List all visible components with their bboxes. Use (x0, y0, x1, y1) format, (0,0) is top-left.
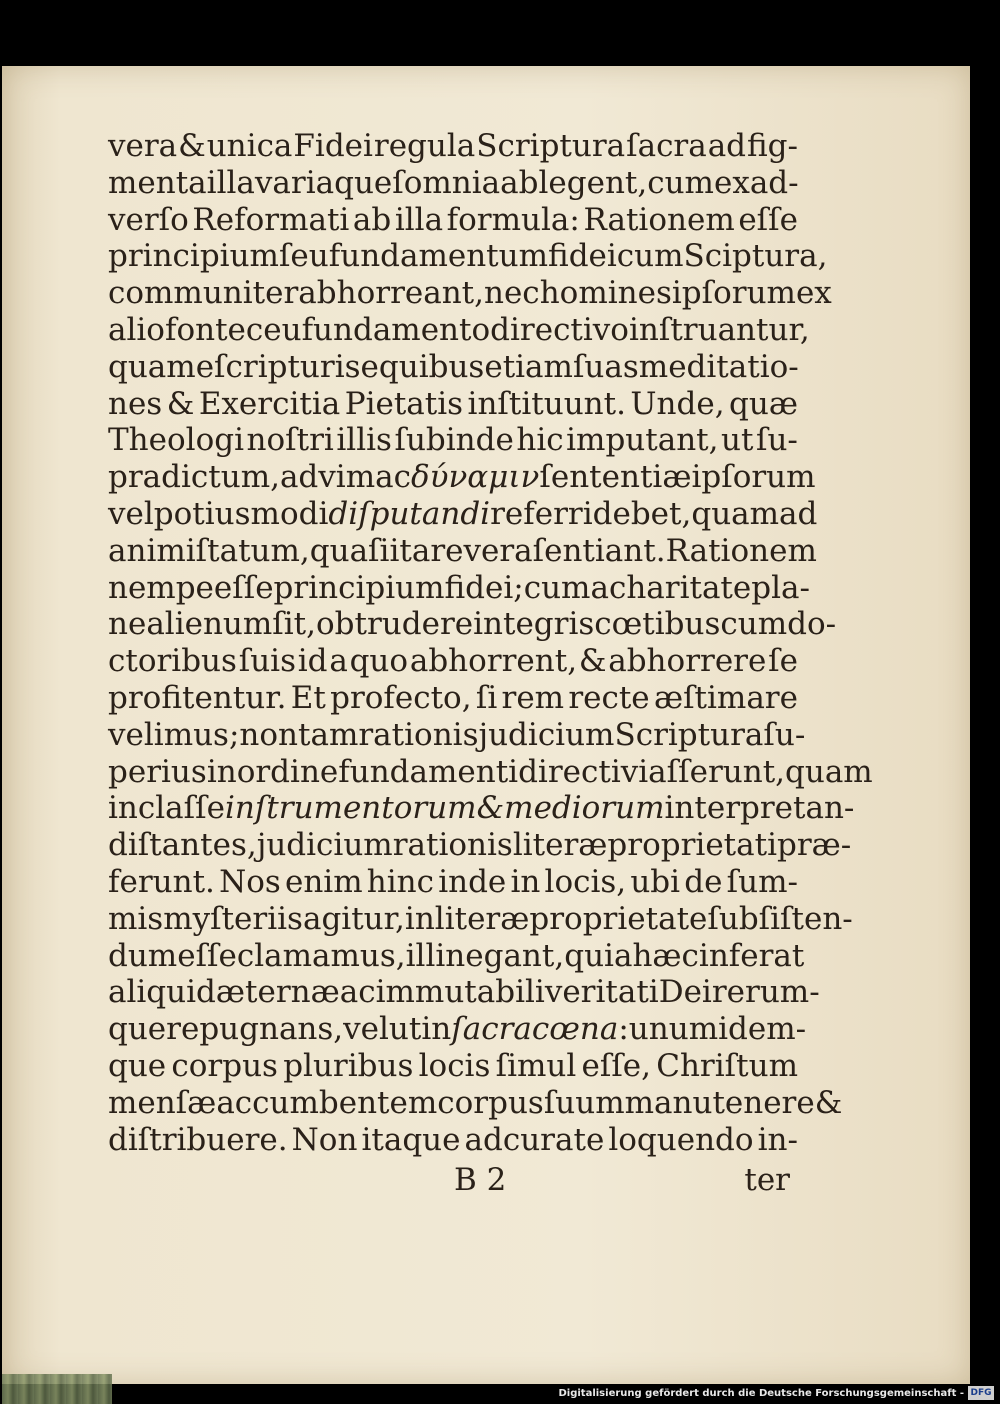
word: interpretan- (664, 790, 855, 827)
word: Sciptura, (683, 238, 828, 275)
word: menſæ (108, 1084, 217, 1121)
word: animi (108, 532, 196, 569)
text-line (108, 790, 855, 827)
word: Dei (658, 974, 712, 1011)
word: hic (516, 422, 564, 459)
word: agitur, (302, 900, 405, 937)
word: Fidei (293, 128, 373, 164)
word: Unde, (630, 385, 725, 422)
text-line (108, 643, 798, 680)
word: noſtri (246, 422, 334, 459)
word: judicium (256, 827, 393, 864)
word: in (510, 863, 541, 900)
word: cum (616, 238, 684, 275)
word: pla- (751, 569, 810, 606)
word: meditatio- (638, 348, 799, 385)
word: repugnans, (166, 1011, 344, 1048)
word: principium (108, 238, 279, 275)
word: directivi (518, 753, 649, 790)
word: Non (291, 1121, 358, 1158)
word: profecto, (330, 679, 472, 716)
word: & (178, 128, 206, 164)
text-line (108, 128, 798, 165)
italic-word: inſtrumentorum (224, 790, 477, 827)
word: a (329, 643, 348, 680)
word: diſtribuere. (108, 1121, 288, 1158)
word: velut (343, 1011, 422, 1048)
word: clamamus, (236, 937, 406, 974)
text-line (108, 753, 873, 791)
word: ſit, (272, 606, 316, 643)
word: ſubſiſten- (707, 900, 853, 937)
word: ſuis (238, 643, 296, 680)
text-line (108, 386, 798, 423)
word: ad (707, 128, 747, 164)
word: unica (206, 128, 293, 164)
word: fig- (747, 128, 798, 164)
word: alienum (146, 606, 273, 643)
text-line (108, 165, 798, 202)
word: corpus (437, 1084, 544, 1121)
word: de (684, 863, 723, 900)
word: ubi (630, 863, 681, 900)
word: tam (298, 716, 359, 753)
word: ad (279, 459, 319, 496)
word: referri (490, 495, 593, 532)
word: ſentiant. (532, 532, 666, 569)
word: cum (523, 569, 591, 606)
word: ſtatum, (195, 532, 310, 569)
word: hæc (632, 937, 699, 974)
word: profitentur. (108, 679, 287, 716)
word: adcurate (464, 1121, 605, 1158)
word: ipſorum (671, 275, 796, 312)
word: judicium (478, 716, 615, 753)
text-line (108, 606, 837, 643)
text-line (108, 937, 805, 975)
word: inde (438, 863, 507, 900)
word: inſtituunt. (467, 385, 626, 422)
word: eſſe, (581, 1047, 652, 1084)
word: illi (405, 937, 446, 974)
word: pra (108, 459, 162, 496)
word: Chriſtum (656, 1047, 798, 1084)
word: directivo (490, 311, 629, 348)
text-line (108, 495, 818, 533)
word: rerum- (711, 974, 820, 1011)
dfg-logo: DFG (968, 1386, 994, 1400)
word: quam (108, 348, 196, 385)
word: idem- (718, 1011, 807, 1048)
word: ab (352, 201, 392, 238)
word: corpus (171, 1047, 278, 1084)
word: illa (394, 201, 444, 238)
word: locis, (544, 863, 627, 900)
word: homines (539, 275, 672, 312)
word: ſomnia (392, 164, 501, 201)
word: ſententiæ (539, 459, 692, 496)
word: perius (108, 753, 207, 790)
word: cum (720, 606, 788, 643)
word: id (297, 643, 328, 680)
word: : (618, 1011, 629, 1048)
word: quia (564, 937, 633, 974)
word: ſe (768, 643, 798, 680)
word: Rationem (665, 532, 817, 569)
catchword: ter (744, 1162, 790, 1198)
text-line (108, 900, 853, 938)
word: rationis (358, 716, 479, 753)
word: Theologi (108, 422, 244, 459)
word: in (108, 790, 138, 827)
word: quam (691, 495, 780, 532)
word: fonte (164, 311, 246, 348)
word: ut (721, 422, 754, 459)
text-line (108, 532, 817, 570)
word: Et (290, 679, 326, 716)
word: fidei; (444, 569, 524, 606)
word: imputant, (566, 422, 719, 459)
text-line (108, 238, 828, 275)
word: variaque (254, 164, 393, 201)
word: formula: (446, 201, 580, 238)
word: charitate (608, 569, 752, 606)
word: ipſorum (691, 459, 816, 496)
page-footer (108, 1162, 790, 1202)
word: ſi (475, 679, 498, 716)
word: ablegent, (500, 164, 648, 201)
word: rem (501, 679, 565, 716)
word: e (360, 348, 379, 385)
word: Scriptura (476, 128, 626, 164)
word: fundamenti (338, 753, 519, 790)
word: vel (108, 495, 154, 532)
word: & (814, 1084, 843, 1121)
word: ac (339, 974, 376, 1011)
word: eſſe (738, 201, 798, 238)
text-line (108, 459, 816, 496)
word: itaque (361, 1121, 461, 1158)
italic-word: diſputandi (328, 495, 491, 532)
word: ne (108, 606, 147, 643)
word: ex (795, 275, 832, 312)
word: que (108, 1047, 167, 1084)
word: dum (108, 937, 178, 974)
word: literæ (434, 900, 530, 937)
word: enim (284, 863, 363, 900)
word: fundamentum (328, 238, 549, 275)
word: accumbentem (216, 1084, 438, 1121)
text-line (108, 974, 820, 1011)
word: ſubinde (394, 422, 514, 459)
word: aliquid (108, 974, 216, 1011)
binding-strip-decoration (2, 1374, 112, 1404)
word: abhorrent, (409, 643, 578, 680)
word: ſu- (763, 716, 806, 753)
word: unum (628, 1011, 719, 1048)
text-line (108, 311, 810, 349)
word: claſſe (137, 790, 225, 827)
word: manu (624, 1084, 713, 1121)
text-line (108, 349, 798, 386)
word: modi (250, 495, 329, 532)
word: & (578, 643, 607, 680)
word: Nos (219, 863, 281, 900)
text-line (108, 680, 798, 717)
word: potius (153, 495, 251, 532)
word: mis (108, 900, 164, 937)
word: ſuum (543, 1084, 625, 1121)
word: ferunt. (108, 863, 215, 900)
word: debet, (592, 495, 692, 532)
word: ctoribus (108, 643, 237, 680)
word: vera (108, 128, 178, 164)
text-line (108, 569, 810, 607)
text-line (108, 864, 798, 901)
word: & (166, 385, 195, 422)
word: integris (473, 606, 595, 643)
text-line (108, 827, 852, 864)
word: æternæ (215, 974, 340, 1011)
word: vim (318, 459, 376, 496)
text-line (108, 202, 798, 239)
word: abhorrere (608, 643, 767, 680)
word: abhorreant, (298, 275, 484, 312)
word: alio (108, 311, 165, 348)
word: eſſe (177, 937, 237, 974)
word: fundamento (301, 311, 491, 348)
text-line (108, 422, 798, 459)
word: principium (273, 569, 445, 606)
word: quæ (729, 385, 798, 422)
word: proprietate (529, 900, 708, 937)
word: ita (389, 532, 431, 569)
word: in- (757, 1121, 798, 1158)
word: hinc (366, 863, 434, 900)
dfg-credit-text: Digitalisierung gefördert durch die Deutsche Forschungsgemeinschaft - (558, 1388, 964, 1399)
word: inferat (698, 937, 805, 974)
word: locis (418, 1047, 491, 1084)
word: verſo (108, 201, 189, 238)
word: tenere (712, 1084, 815, 1121)
word: que (108, 1011, 167, 1048)
word: præ- (776, 827, 852, 864)
word: nempe (108, 569, 214, 606)
word: pluribus (283, 1047, 414, 1084)
word: æſtimare (653, 679, 798, 716)
text-line (108, 1048, 798, 1085)
word: ac (375, 459, 411, 496)
word: in (206, 753, 237, 790)
word: ſuas (572, 348, 639, 385)
word: in (404, 900, 435, 937)
word: ad (779, 495, 818, 532)
word: non (239, 716, 299, 753)
word: Reformati (192, 201, 350, 238)
word: inſtruantur, (628, 311, 810, 348)
word: recte (568, 679, 650, 716)
word: negant, (445, 937, 565, 974)
word: cœtibus (594, 606, 721, 643)
word: ſu- (755, 422, 798, 459)
word: Pietatis (344, 385, 464, 422)
text-line (108, 1011, 807, 1048)
word: ad- (749, 164, 799, 201)
word: nec (484, 275, 540, 312)
word: cum (647, 164, 714, 201)
word: ſacra (626, 128, 707, 164)
word: ſeu (278, 238, 329, 275)
word: illa (206, 164, 255, 201)
text-line (108, 1122, 798, 1159)
word: do- (787, 606, 837, 643)
word: eſſe (213, 569, 274, 606)
word: velimus; (108, 716, 240, 753)
text-line (108, 716, 806, 754)
word: nes (108, 385, 163, 422)
word: quam (785, 753, 873, 790)
word: regula (373, 128, 476, 164)
word: Scriptura (614, 716, 764, 753)
word: e (195, 348, 215, 385)
word: Exercitia (198, 385, 341, 422)
italic-word: & (476, 790, 505, 827)
italic-word: cœna (531, 1011, 619, 1048)
word: ordine (236, 753, 339, 790)
word: Rationem (583, 201, 735, 238)
text-line (108, 1084, 843, 1122)
word: illis (336, 422, 392, 459)
word: communiter (108, 275, 299, 312)
word: etiam (484, 348, 573, 385)
word: quo (349, 643, 409, 680)
word: myſteriis (163, 900, 303, 937)
word: literæ (512, 827, 608, 864)
word: ſcripturis (214, 348, 361, 385)
word: rationis (392, 827, 513, 864)
word: ſimul (495, 1047, 577, 1084)
word: ſtantes, (137, 827, 257, 864)
word: fidei (548, 238, 617, 275)
word: veritati (544, 974, 659, 1011)
italic-word: mediorum (504, 790, 665, 827)
word: dictum, (161, 459, 280, 496)
text-line (108, 275, 832, 312)
signature-mark: B 2 (454, 1162, 507, 1198)
word: ſum- (726, 863, 798, 900)
word: quaſi (309, 532, 390, 569)
word: aſſerunt, (648, 753, 786, 790)
italic-word: ſacra (451, 1011, 532, 1048)
word: loquendo (608, 1121, 754, 1158)
word: di (108, 827, 138, 864)
word: immutabili (375, 974, 545, 1011)
italic-word: δύναμιν (410, 459, 540, 496)
word: ex (713, 164, 750, 201)
word: quibus (378, 348, 485, 385)
word: proprietati (607, 827, 777, 864)
word: a (590, 569, 609, 606)
word: ceu (245, 311, 302, 348)
word: in (421, 1011, 452, 1048)
word: revera (430, 532, 533, 569)
word: menta (108, 164, 207, 201)
body-text (108, 128, 873, 1158)
word: obtrudere (316, 606, 474, 643)
